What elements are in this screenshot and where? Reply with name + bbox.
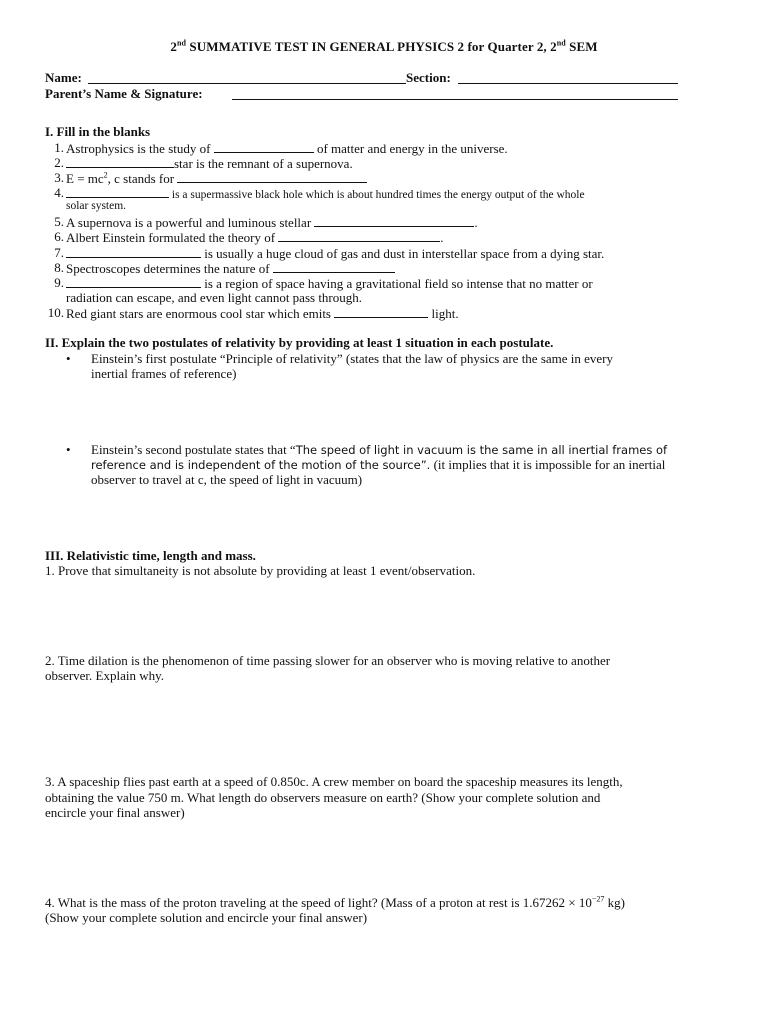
list-item [54,245,716,261]
postulate-1-line-2: inertial frames of reference) [91,366,237,381]
list-item [54,170,716,186]
item-number: 1. [54,140,64,155]
answer-blank[interactable] [177,170,367,183]
name-label: Name: [45,70,82,85]
item-text: light. [428,306,459,321]
item-text: is usually a huge cloud of gas and dust in interstellar space from a dying star. [201,246,605,261]
title-superscript: nd [556,38,566,48]
list-item [47,305,716,321]
item-text: Albert Einstein formulated the theory of [66,230,279,245]
item-number: 2. [54,155,64,170]
item-text: Astrophysics is the study of [66,141,214,156]
item-text: is a supermassive black hole which is about hundred times the energy output of the whole [169,189,585,201]
question-3-line-2: obtaining the value 750 m. What length do observers measure on earth? (Show your complete solution and [45,790,601,805]
item-text: A supernova is a powerful and luminous stellar [66,215,315,230]
question-2-line-1: 2. Time dilation is the phenomenon of time passing slower for an observer who is moving relative to another [45,653,611,668]
item-continuation: solar system. [66,200,127,212]
postulate-2-quote: reference and is independent of the motion of the source”. [91,458,431,472]
answer-blank[interactable] [66,245,201,258]
answer-blank[interactable] [334,305,428,318]
postulate-2-quote: The speed of light in vacuum is the same in all inertial frames of [295,443,668,457]
question-3-line-1: 3. A spaceship flies past earth at a speed of 0.850c. A crew member on board the spaceship measures its length, [45,774,623,789]
item-number: 4. [54,185,64,200]
item-text: Spectroscopes determines the nature of [66,261,273,276]
question-4-line-1 [45,895,625,910]
title-part: SUMMATIVE TEST IN GENERAL PHYSICS 2 for Quarter 2, 2 [186,39,557,54]
item-text: , c stands for [107,171,178,186]
item-text: . [440,230,444,245]
part3-heading: III. Relativistic time, length and mass. [45,548,256,563]
part2-heading: II. Explain the two postulates of relativity by providing at least 1 situation in each postulate. [45,335,554,350]
list-item [54,260,716,276]
name-field[interactable] [88,83,406,84]
bullet-glyph: • [66,442,71,457]
question-3-line-3: encircle your final answer) [45,805,185,820]
title-superscript: nd [176,38,187,48]
item-number: 9. [54,275,64,290]
item-continuation: radiation can escape, and even light cannot pass through. [66,290,363,305]
item-text: is a region of space having a gravitational field so intense that no matter or [201,276,593,291]
list-item [54,229,716,245]
part1-heading: I. Fill in the blanks [45,124,151,139]
answer-blank[interactable] [278,229,440,242]
parent-signature-field[interactable] [232,99,678,100]
question-4-unit: kg) [604,895,625,910]
item-number: 10. [47,305,64,320]
postulate-2-line-1 [91,442,726,458]
answer-blank[interactable] [66,155,174,168]
title-part: SEM [565,39,598,54]
item-text: E = mc [66,171,104,186]
item-text: . [474,215,478,230]
bullet-glyph: • [66,351,71,366]
item-superscript: 2 [103,170,108,180]
answer-blank[interactable] [214,140,314,153]
item-text: Red giant stars are enormous cool star which emits [66,306,335,321]
postulate-2-line-3: observer to travel at c, the speed of light in vacuum) [91,472,363,487]
item-text: star is the remnant of a supernova. [174,156,353,171]
question-2-line-2: observer. Explain why. [45,668,165,683]
question-4-text: 4. What is the mass of the proton traveling at the speed of light? (Mass of a proton at rest is 1.67262 × 10 [45,895,592,910]
title-part: 2 [170,39,177,54]
item-text: of matter and energy in the universe. [313,141,508,156]
item-number: 6. [54,229,64,244]
answer-blank[interactable] [273,260,395,273]
parent-label: Parent’s Name & Signature: [45,86,203,101]
postulate-1-line-1: Einstein’s first postulate “Principle of relativity” (states that the law of physics are the same in every [91,351,614,366]
item-number: 8. [54,260,64,275]
item-number: 5. [54,214,64,229]
question-4-exponent: −27 [591,894,605,904]
section-field[interactable] [458,83,678,84]
postulate-2-line-2 [91,457,726,473]
item-number: 3. [54,170,64,185]
list-item [54,155,716,171]
list-item [54,214,716,230]
document-title [0,39,768,55]
section-label: Section: [406,70,451,85]
list-item [54,140,716,156]
list-item [54,275,716,291]
answer-blank[interactable] [314,214,474,227]
question-4-line-2: (Show your complete solution and encircle your final answer) [45,910,368,925]
item-number: 7. [54,245,64,260]
question-1: 1. Prove that simultaneity is not absolute by providing at least 1 event/observation. [45,563,476,578]
answer-blank[interactable] [66,185,169,198]
postulate-2-text: Einstein’s second postulate states that “ [91,442,296,457]
answer-blank[interactable] [66,275,201,288]
postulate-2-text: (it implies that it is impossible for an inertial [430,457,666,472]
